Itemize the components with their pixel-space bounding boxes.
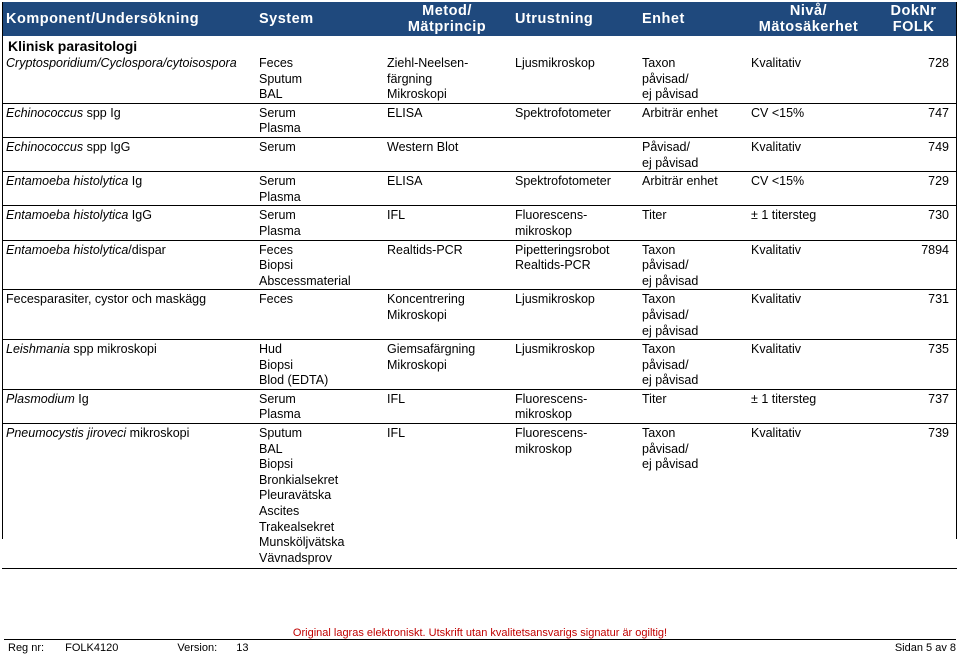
cell-doknr: 729 — [928, 174, 949, 189]
cell-niva — [747, 103, 870, 137]
table-row — [2, 424, 957, 569]
cell-system — [255, 240, 383, 290]
enhet-line: Taxon — [642, 242, 676, 257]
enhet-line: ej påvisad — [642, 373, 699, 388]
enhet-line: Titer — [642, 391, 667, 406]
system-line: Plasma — [259, 189, 301, 204]
cell-niva — [747, 240, 870, 290]
cell-metod — [383, 54, 511, 103]
reg-label: Reg nr: — [8, 642, 45, 654]
enhet-line: Påvisad/ — [642, 139, 690, 154]
cell-system — [255, 206, 383, 240]
enhet-line: Titer — [642, 208, 667, 223]
col-header-system: System — [259, 11, 314, 27]
version-label: Version: — [177, 642, 218, 654]
metod-line: IFL — [387, 208, 406, 223]
organism-name: Cryptosporidium/Cyclospora/cytoisospora — [6, 56, 237, 70]
cell-komponent: Pneumocystis jiroveci mikroskopi — [6, 426, 190, 441]
utrustning-line: mikroskop — [515, 441, 572, 456]
cell-system — [255, 389, 383, 423]
cell-utrustning — [511, 206, 638, 240]
cell-enhet — [638, 206, 747, 240]
enhet-line: Taxon — [642, 426, 676, 441]
cell-utrustning — [511, 54, 638, 103]
footer-notice: Original lagras elektroniskt. Utskrift utan kvalitetsansvarigs signatur är ogiltig! — [292, 627, 668, 639]
cell-niva — [747, 389, 870, 423]
system-line: Feces — [259, 56, 294, 70]
system-line: BAL — [259, 87, 283, 102]
cell-enhet — [638, 424, 747, 569]
cell-system — [255, 54, 383, 103]
cell-system — [255, 172, 383, 206]
utrustning-line: Realtids-PCR — [515, 258, 591, 273]
cell-metod — [383, 389, 511, 423]
cell-metod — [383, 137, 511, 171]
table-row — [2, 290, 957, 340]
cell-komponent: Plasmodium Ig — [6, 391, 89, 406]
system-line: Pleuravätska — [259, 488, 332, 503]
cell-enhet — [638, 290, 747, 340]
system-line: Bronkialsekret — [259, 472, 339, 487]
enhet-line: ej påvisad — [642, 323, 699, 338]
cell-metod — [383, 340, 511, 390]
table-row — [2, 240, 957, 290]
organism-name: Plasmodium — [6, 391, 75, 406]
table-row — [2, 340, 957, 390]
table-left-border — [2, 2, 3, 539]
metod-line: Ziehl-Neelsen- — [387, 56, 469, 70]
cell-system — [255, 290, 383, 340]
method-table — [2, 2, 957, 569]
cell-niva — [747, 424, 870, 569]
cell-komponent: Echinococcus spp IgG — [6, 139, 131, 154]
table-right-border — [956, 2, 957, 539]
cell-metod — [383, 424, 511, 569]
cell-system — [255, 340, 383, 390]
cell-metod — [383, 103, 511, 137]
cell-system — [255, 137, 383, 171]
system-line: BAL — [259, 441, 283, 456]
metod-line: ELISA — [387, 105, 423, 120]
system-line: Serum — [259, 391, 296, 406]
utrustning-line: Spektrofotometer — [515, 174, 611, 189]
col-header-niva: Nivå/ Mätosäkerhet — [758, 3, 859, 35]
cell-komponent: Fecesparasiter, cystor och maskägg — [6, 292, 207, 307]
enhet-line: ej påvisad — [642, 457, 699, 472]
system-line: Biopsi — [259, 357, 294, 372]
page-number: Sidan 5 av 8 — [894, 642, 956, 654]
section-row — [2, 36, 957, 54]
cell-doknr: 737 — [928, 391, 949, 406]
cell-niva — [747, 137, 870, 171]
niva-line: Kvalitativ — [751, 139, 802, 154]
system-line: Plasma — [259, 407, 301, 422]
organism-name: Echinococcus — [6, 105, 84, 120]
enhet-line: Taxon — [642, 56, 676, 70]
organism-name: Pneumocystis jiroveci — [6, 426, 127, 441]
system-line: Biopsi — [259, 258, 294, 273]
system-line: Plasma — [259, 121, 301, 136]
niva-line: Kvalitativ — [751, 292, 802, 307]
system-line: Munsköljvätska — [259, 535, 345, 550]
footer-divider — [4, 639, 956, 640]
metod-line: IFL — [387, 391, 406, 406]
cell-doknr: 731 — [928, 292, 949, 307]
cell-system — [255, 103, 383, 137]
cell-enhet — [638, 240, 747, 290]
table-row — [2, 172, 957, 206]
utrustning-line: Fluorescens- — [515, 426, 588, 441]
enhet-line: påvisad/ — [642, 357, 689, 372]
cell-utrustning — [511, 389, 638, 423]
system-line: Sputum — [259, 426, 303, 441]
cell-komponent: Leishmania spp mikroskopi — [6, 342, 157, 357]
metod-line: Mikroskopi — [387, 87, 447, 102]
cell-enhet — [638, 103, 747, 137]
cell-doknr: 739 — [928, 426, 949, 441]
utrustning-line: Fluorescens- — [515, 208, 588, 223]
enhet-line: Taxon — [642, 342, 676, 357]
system-line: Blod (EDTA) — [259, 373, 329, 388]
utrustning-line: Spektrofotometer — [515, 105, 611, 120]
niva-line: Kvalitativ — [751, 242, 802, 257]
cell-niva — [747, 340, 870, 390]
cell-metod — [383, 290, 511, 340]
cell-komponent: Entamoeba histolytica IgG — [6, 208, 152, 223]
system-line: Serum — [259, 208, 296, 223]
cell-enhet — [638, 389, 747, 423]
col-header-komponent: Komponent/Undersökning — [6, 11, 200, 27]
cell-komponent: Echinococcus spp Ig — [6, 105, 121, 120]
system-line: Sputum — [259, 71, 303, 86]
cell-komponent: Entamoeba histolytica/dispar — [6, 242, 166, 257]
niva-line: ± 1 titersteg — [751, 208, 817, 223]
system-line: Feces — [259, 242, 294, 257]
cell-metod — [383, 172, 511, 206]
cell-utrustning — [511, 340, 638, 390]
table-row — [2, 103, 957, 137]
cell-doknr: 747 — [928, 105, 949, 120]
table-row — [2, 54, 957, 103]
cell-enhet — [638, 340, 747, 390]
cell-niva — [747, 206, 870, 240]
system-line: Serum — [259, 139, 296, 154]
cell-enhet — [638, 137, 747, 171]
enhet-line: Taxon — [642, 292, 676, 307]
utrustning-line: Ljusmikroskop — [515, 56, 595, 70]
utrustning-line: Pipetteringsrobot — [515, 242, 610, 257]
system-line: Trakealsekret — [259, 519, 335, 534]
organism-name: Entamoeba histolytica — [6, 208, 129, 223]
enhet-line: Arbiträr enhet — [642, 174, 718, 189]
enhet-line: påvisad/ — [642, 441, 689, 456]
cell-doknr: 735 — [928, 342, 949, 357]
col-header-utrustning: Utrustning — [515, 11, 594, 27]
cell-niva — [747, 54, 870, 103]
enhet-line: ej påvisad — [642, 155, 699, 170]
organism-name: Entamoeba histolytica — [6, 242, 129, 257]
organism-name: Entamoeba histolytica — [6, 174, 129, 189]
niva-line: CV <15% — [751, 174, 805, 189]
header-row — [2, 2, 957, 36]
system-line: Serum — [259, 174, 296, 189]
system-line: Plasma — [259, 223, 301, 238]
system-line: Hud — [259, 342, 282, 357]
metod-line: ELISA — [387, 174, 423, 189]
niva-line: Kvalitativ — [751, 426, 802, 441]
cell-komponent: Entamoeba histolytica Ig — [6, 174, 143, 189]
table-row — [2, 389, 957, 423]
cell-doknr: 728 — [928, 56, 949, 70]
metod-line: färgning — [387, 71, 433, 86]
utrustning-line: Ljusmikroskop — [515, 292, 595, 307]
section-title: Klinisk parasitologi — [8, 38, 138, 54]
metod-line: Koncentrering — [387, 292, 465, 307]
cell-doknr: 7894 — [921, 242, 949, 257]
system-line: Biopsi — [259, 457, 294, 472]
cell-niva — [747, 290, 870, 340]
cell-utrustning — [511, 172, 638, 206]
metod-line: Giemsafärgning — [387, 342, 476, 357]
table-row — [2, 137, 957, 171]
system-line: Feces — [259, 292, 294, 307]
organism-name: Echinococcus — [6, 139, 84, 154]
system-line: Vävnadsprov — [259, 550, 332, 565]
cell-metod — [383, 206, 511, 240]
cell-utrustning — [511, 290, 638, 340]
cell-doknr: 730 — [928, 208, 949, 223]
enhet-line: påvisad/ — [642, 307, 689, 322]
utrustning-line: mikroskop — [515, 407, 572, 422]
metod-line: Western Blot — [387, 139, 459, 154]
col-header-metod: Metod/ Mätprincip — [407, 3, 487, 35]
footer-meta — [8, 642, 254, 654]
utrustning-line: Ljusmikroskop — [515, 342, 595, 357]
cell-utrustning — [511, 424, 638, 569]
metod-line: Mikroskopi — [387, 357, 447, 372]
cell-komponent — [2, 54, 255, 103]
table-row — [2, 206, 957, 240]
cell-utrustning — [511, 103, 638, 137]
enhet-line: påvisad/ — [642, 258, 689, 273]
cell-metod — [383, 240, 511, 290]
utrustning-line: mikroskop — [515, 223, 572, 238]
enhet-line: påvisad/ — [642, 71, 689, 86]
cell-niva — [747, 172, 870, 206]
enhet-line: Arbiträr enhet — [642, 105, 718, 120]
metod-line: IFL — [387, 426, 406, 441]
version-value: 13 — [236, 642, 249, 654]
niva-line: CV <15% — [751, 105, 805, 120]
cell-enhet — [638, 54, 747, 103]
enhet-line: ej påvisad — [642, 87, 699, 102]
col-header-enhet: Enhet — [642, 11, 685, 27]
reg-value: FOLK4120 — [65, 642, 119, 654]
niva-line: Kvalitativ — [751, 342, 802, 357]
cell-system — [255, 424, 383, 569]
cell-utrustning — [511, 137, 638, 171]
cell-enhet — [638, 172, 747, 206]
cell-utrustning — [511, 240, 638, 290]
niva-line: ± 1 titersteg — [751, 391, 817, 406]
enhet-line: ej påvisad — [642, 273, 699, 288]
col-header-doknr: DokNr FOLK — [890, 3, 937, 35]
niva-line: Kvalitativ — [751, 56, 802, 70]
metod-line: Realtids-PCR — [387, 242, 463, 257]
metod-line: Mikroskopi — [387, 307, 447, 322]
organism-name: Leishmania — [6, 342, 70, 357]
system-line: Ascites — [259, 504, 300, 519]
cell-doknr: 749 — [928, 139, 949, 154]
utrustning-line: Fluorescens- — [515, 391, 588, 406]
system-line: Abscessmaterial — [259, 273, 351, 288]
system-line: Serum — [259, 105, 296, 120]
